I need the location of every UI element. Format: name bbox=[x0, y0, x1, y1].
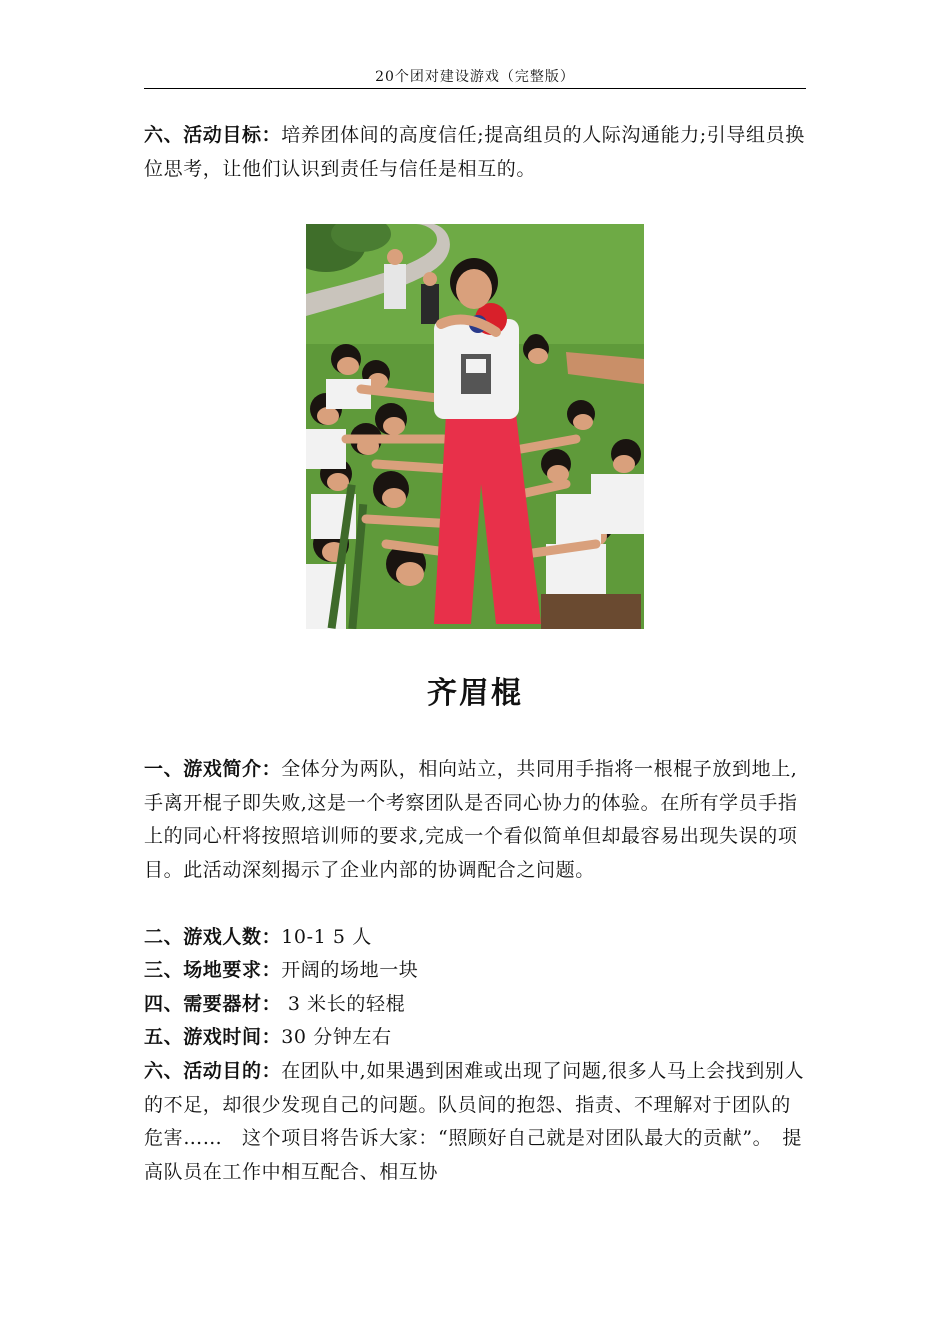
players-label: 二、游戏人数： bbox=[144, 926, 282, 948]
prev-goal-label: 六、活动目标： bbox=[144, 124, 282, 146]
trust-fall-illustration bbox=[306, 224, 644, 629]
purpose-text: 在团队中,如果遇到困难或出现了问题,很多人马上会找到别人的不足，却很少发现自己的问题。队员间的抱怨、指责、不理解对于团队的危害…… 这个项目将告诉大家：“照顾好自己就是对团队最大的贡献”。 提高队员在工作中相互配合、相互协 bbox=[144, 1060, 805, 1183]
time-text: 30 分钟左右 bbox=[281, 1026, 392, 1048]
equipment-text: 3 米长的轻棍 bbox=[281, 993, 406, 1015]
time-line bbox=[144, 1021, 806, 1055]
page-header: 20个团对建设游戏（完整版） bbox=[375, 69, 575, 85]
venue-label: 三、场地要求： bbox=[144, 959, 282, 981]
players-line bbox=[144, 921, 806, 955]
trust-fall-photo bbox=[306, 224, 644, 629]
time-label: 五、游戏时间： bbox=[144, 1026, 282, 1048]
game-title: 齐眉棍 bbox=[427, 676, 523, 711]
intro-paragraph bbox=[144, 753, 806, 887]
equipment-label: 四、需要器材： bbox=[144, 993, 282, 1015]
intro-label: 一、游戏简介： bbox=[144, 758, 282, 780]
purpose-paragraph bbox=[144, 1055, 806, 1189]
venue-text: 开阔的场地一块 bbox=[281, 959, 419, 981]
intro-text: 全体分为两队，相向站立，共同用手指将一根棍子放到地上,手离开棍子即失败,这是一个考察团队是否同心协力的体验。在所有学员手指上的同心杆将按照培训师的要求,完成一个看似简单但却最容易出现失误的项目。此活动深刻揭示了企业内部的协调配合之问题。 bbox=[144, 758, 798, 881]
prev-goal-text: 培养团体间的高度信任;提高组员的人际沟通能力;引导组员换位思考，让他们认识到责任与信任是相互的。 bbox=[144, 124, 805, 180]
equipment-line bbox=[144, 988, 806, 1022]
purpose-label: 六、活动目的： bbox=[144, 1060, 282, 1082]
players-text: 10-1 5 人 bbox=[281, 926, 372, 948]
header-rule bbox=[144, 88, 806, 89]
venue-line bbox=[144, 954, 806, 988]
prev-goal-paragraph bbox=[144, 119, 806, 186]
